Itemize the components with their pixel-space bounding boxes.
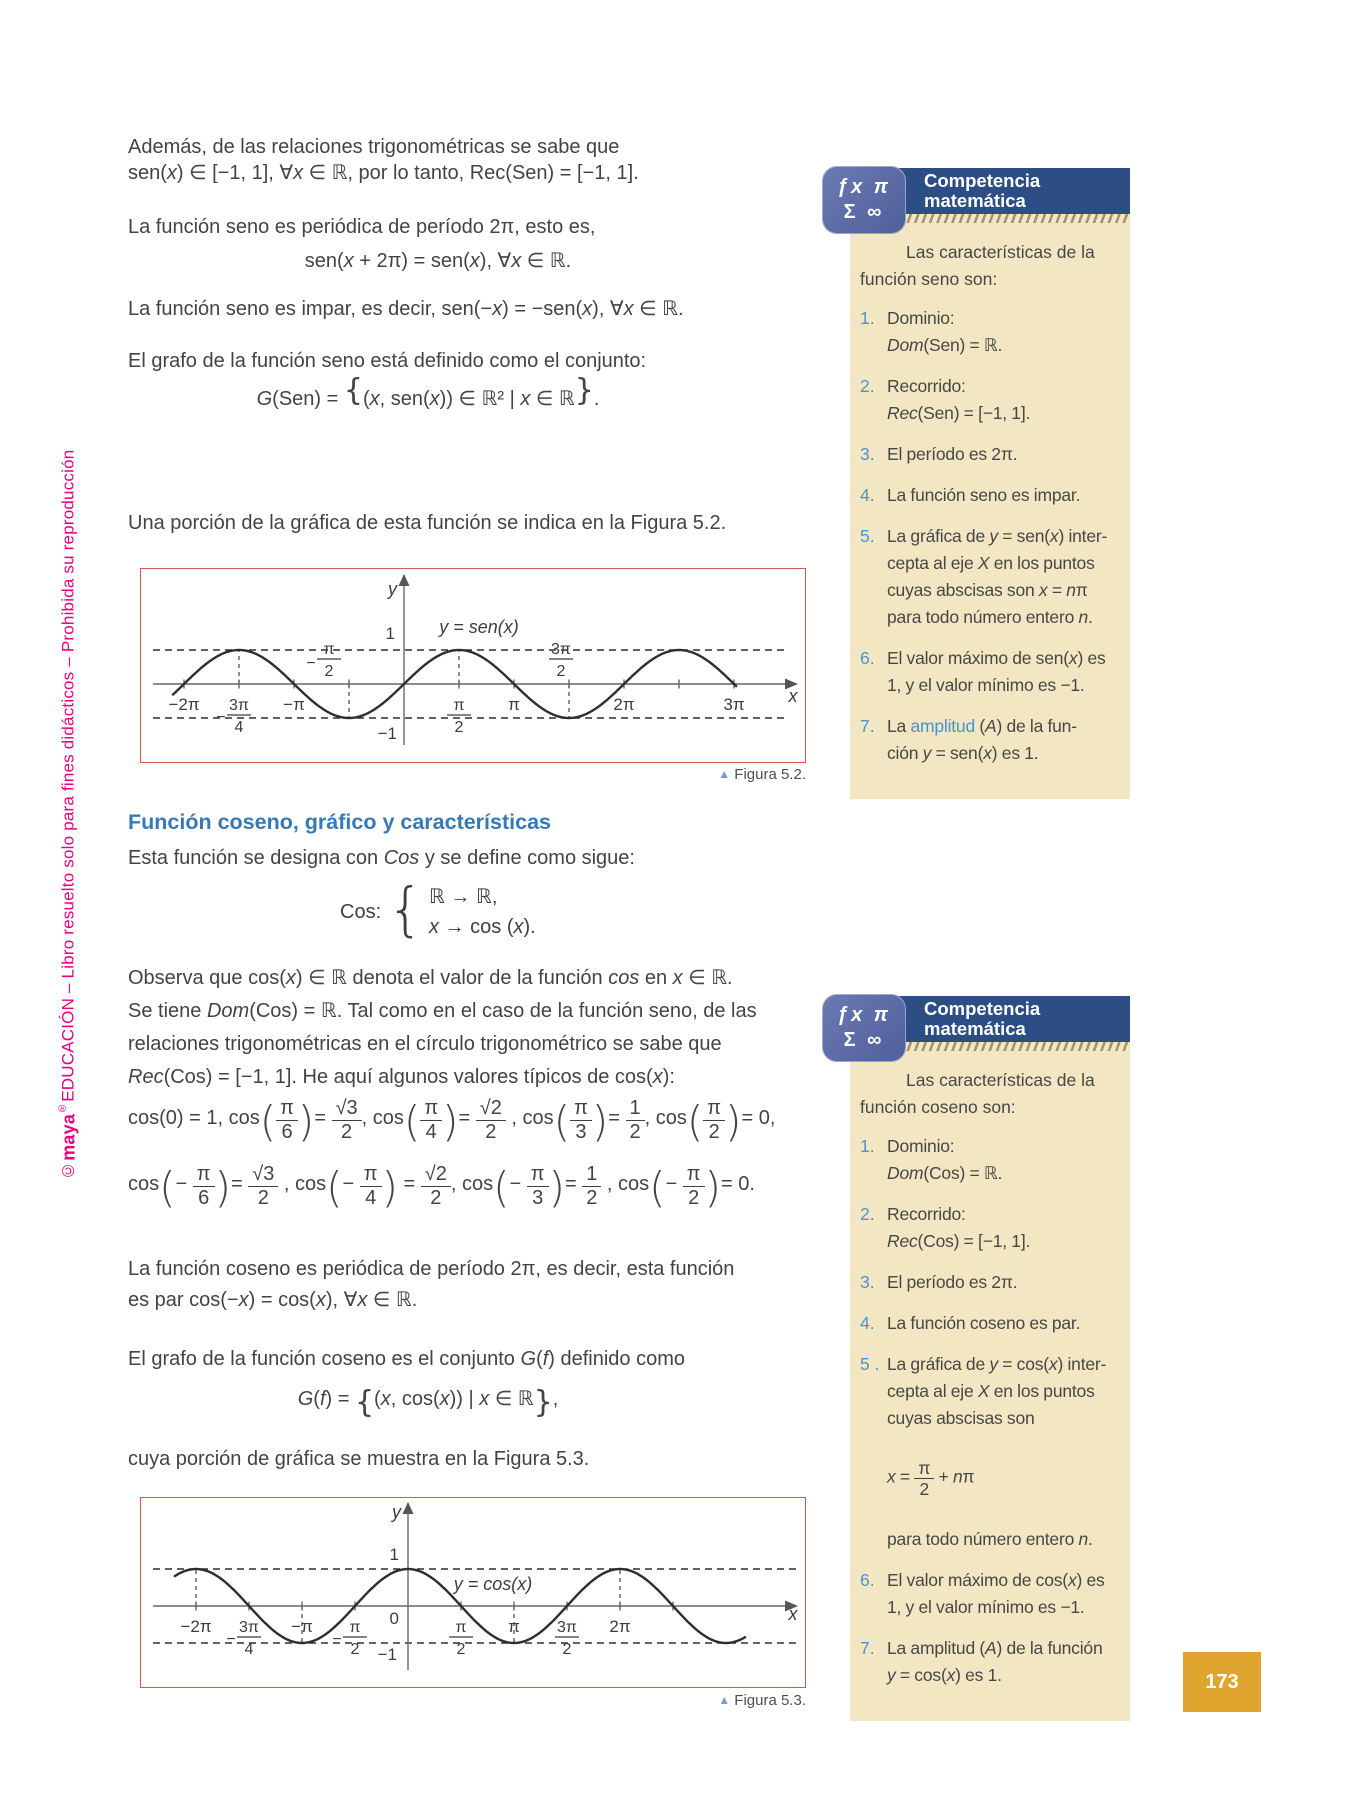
svg-text:−2π: −2π: [168, 695, 200, 714]
item-number: 3.: [860, 1272, 875, 1292]
page-number: 173: [1183, 1652, 1261, 1712]
sidebar-list-item: [860, 373, 1120, 427]
item-text: El período es 2π.: [887, 444, 1018, 464]
sidebar-list-item: [860, 523, 1120, 631]
sidebar-intro: Las características de la función coseno son:: [860, 1070, 1095, 1117]
sidebar-list-item: [860, 1310, 1120, 1337]
svg-text:2: 2: [324, 663, 334, 680]
math-competence-icon: [822, 166, 906, 234]
item-number: 2.: [860, 1204, 875, 1224]
formula-cosine-graph-set: G(f) = {(x, cos(x)) | x ∈ ℝ},: [297, 1385, 559, 1420]
cosine-def-line2: x → cos (x).: [429, 916, 536, 938]
item-text: La gráfica de y = sen(x) inter- cepta al eje X en los puntos cuyas abscisas son x = nπ para todo número entero n.: [887, 526, 1108, 627]
svg-text:2π: 2π: [609, 1617, 631, 1636]
item-text: Dominio: Dom(Cos) = ℝ.: [887, 1136, 1003, 1183]
svg-text:π: π: [508, 1617, 520, 1636]
sidebar-intro: Las características de la función seno son:: [860, 242, 1095, 289]
sidebar-list-item: [860, 1567, 1120, 1621]
figure-5-3-caption: [406, 1692, 806, 1709]
svg-text:x: x: [788, 1604, 798, 1624]
svg-text:y = sen(x): y = sen(x): [439, 617, 519, 637]
svg-text:y = cos(x): y = cos(x): [453, 1574, 533, 1594]
svg-text:−: −: [332, 1631, 342, 1648]
sidebar-header-title-line2: matemática: [924, 190, 1026, 211]
sidebar-list-item: [860, 482, 1120, 509]
item-text: La amplitud (A) de la función y = cos(x) es 1.: [887, 1637, 1103, 1685]
cosine-graph: [141, 1498, 803, 1685]
item-text: La amplitud (A) de la fun- ción y = sen(x) es 1.: [887, 716, 1077, 763]
item-text: La función seno es impar.: [887, 485, 1081, 505]
formula-sine-graph-set: G(Sen) = {(x, sen(x)) ∈ ℝ² | x ∈ ℝ}.: [256, 373, 600, 410]
svg-text:−2π: −2π: [180, 1617, 212, 1636]
badge-glyph-row: ƒx π: [836, 1004, 892, 1026]
svg-text:y: y: [392, 1502, 401, 1522]
brace-glyph: {: [387, 875, 425, 943]
badge-glyph-row: Σ ∞: [843, 1029, 885, 1051]
svg-text:2: 2: [350, 1641, 360, 1658]
item-number: 5 .: [860, 1354, 880, 1374]
paragraph-sine-relations: Además, de las relaciones trigonométricas se sabe que sen(x) ∈ [−1, 1], ∀x ∈ ℝ, por lo tanto, Rec(Sen) = [−1, 1].: [128, 136, 639, 184]
sidebar-list: [860, 1133, 1120, 1689]
sidebar-body-2: [850, 1051, 1130, 1721]
sine-graph: [141, 569, 803, 760]
caption-text: Figura 5.3.: [734, 1692, 806, 1709]
svg-text:−: −: [226, 1631, 236, 1648]
svg-text:π: π: [455, 1619, 467, 1636]
badge-glyph-row: ƒx π: [836, 176, 892, 198]
item-number: 7.: [860, 1637, 875, 1658]
svg-text:3π: 3π: [551, 641, 571, 658]
item-number: 2.: [860, 376, 875, 396]
caption-text: Figura 5.2.: [734, 766, 806, 783]
paragraph-figure53-ref: cuya porción de gráfica se muestra en la Figura 5.3.: [128, 1448, 590, 1470]
svg-text:π: π: [349, 1619, 361, 1636]
paragraph-figure52-ref: Una porción de la gráfica de esta función se indica en la Figura 5.2.: [128, 512, 727, 534]
item-text: El valor máximo de cos(x) es 1, y el valor mínimo es −1.: [887, 1569, 1105, 1617]
formula-cosine-values-row2: cos(− $\frac{\pi}{6}$ )= $\frac{√3}{2}$ , cos(− $\frac{\pi}{4}$ ) = $\frac{√2}{2}$ , cos(− $\frac{\pi}{3}$ )= $\frac{1}{2}$ , cos(− $\frac{\pi}{2}$ )= 0.: [128, 1163, 755, 1212]
item-number: 1.: [860, 308, 875, 328]
sidebar-list-item: [860, 305, 1120, 359]
item-number: 7.: [860, 716, 875, 736]
item-number: 3.: [860, 444, 875, 464]
sidebar-header-title-line2: matemática: [924, 1018, 1026, 1039]
svg-text:−: −: [216, 709, 226, 726]
paragraph-sine-periodic: La función seno es periódica de período 2π, esto es,: [128, 216, 596, 238]
paragraph-cosine-periodic: La función coseno es periódica de período 2π, es decir, esta función es par cos(−x) = cos(x), ∀x ∈ ℝ.: [128, 1258, 735, 1311]
paragraph-sine-graph-def: El grafo de la función seno está definido como el conjunto:: [128, 350, 647, 372]
svg-text:π: π: [508, 695, 520, 714]
figure-5-2: [140, 568, 806, 763]
svg-text:−: −: [306, 655, 316, 672]
sidebar-body-1: [850, 223, 1130, 799]
svg-text:2: 2: [456, 1641, 466, 1658]
caption-triangle-icon: ▲: [718, 767, 731, 781]
svg-text:−π: −π: [291, 1617, 313, 1636]
item-text: La gráfica de y = cos(x) inter- cepta al eje X en los puntos cuyas abscisas son x = $\frac{\pi}{2}$ + nπ para todo número entero n.: [887, 1354, 1107, 1549]
svg-text:1: 1: [385, 624, 395, 643]
svg-text:3π: 3π: [239, 1619, 259, 1636]
sidebar-list-item: [860, 645, 1120, 699]
paragraph-cosine-values: Observa que cos(x) ∈ ℝ denota el valor de la función cos en x ∈ ℝ. Se tiene Dom(Cos) = ℝ. Tal como en el caso de la función seno, de las relaciones trigonométricas en el círculo trigonométrico se sabe que Rec(Cos) = [−1, 1]. He aquí algunos valores típicos de cos(x):: [128, 967, 757, 1088]
sidebar-list: [860, 305, 1120, 767]
svg-text:4: 4: [234, 719, 244, 736]
figure-5-3: [140, 1497, 806, 1688]
item-text: Dominio: Dom(Sen) = ℝ.: [887, 308, 1003, 355]
item-number: 1.: [860, 1136, 875, 1156]
item-number: 6.: [860, 648, 875, 668]
svg-text:4: 4: [244, 1641, 254, 1658]
item-text: La función coseno es par.: [887, 1313, 1081, 1333]
sidebar-list-item: [860, 1133, 1120, 1187]
sidebar-list-item: [860, 713, 1120, 767]
svg-text:3π: 3π: [229, 697, 249, 714]
svg-text:x: x: [788, 686, 798, 706]
formula-label: Cos:: [340, 900, 382, 923]
item-number: 4.: [860, 1313, 875, 1333]
svg-text:2: 2: [454, 719, 464, 736]
caption-triangle-icon: ▲: [718, 1693, 731, 1707]
svg-text:1: 1: [389, 1545, 399, 1564]
item-number: 4.: [860, 485, 875, 505]
item-text: Recorrido: Rec(Cos) = [−1, 1].: [887, 1204, 1031, 1251]
svg-text:−π: −π: [283, 695, 305, 714]
svg-text:π: π: [453, 697, 465, 714]
cosine-def-line1: ℝ → ℝ,: [429, 886, 498, 908]
svg-text:2π: 2π: [613, 695, 635, 714]
math-competence-icon: [822, 994, 906, 1062]
svg-text:π: π: [323, 641, 335, 658]
sidebar-list-item: [860, 1635, 1120, 1689]
svg-text:0: 0: [389, 1609, 399, 1628]
sidebar-list-item: [860, 1351, 1120, 1553]
figure-5-2-caption: [406, 766, 806, 783]
item-text: Recorrido: Rec(Sen) = [−1, 1].: [887, 376, 1031, 423]
formula-cosine-values-row1: cos(0) = 1, cos( $\frac{\pi}{6}$ )= $\frac{√3}{2}$ , cos( $\frac{\pi}{4}$ )= $\frac{√2}{2}$ , cos( $\frac{\pi}{3}$ )= $\frac{1}{2}$ , cos( $\frac{\pi}{2}$ )= 0,: [128, 1097, 776, 1146]
svg-text:2: 2: [562, 1641, 572, 1658]
item-text: El período es 2π.: [887, 1272, 1018, 1292]
item-text: El valor máximo de sen(x) es 1, y el valor mínimo es −1.: [887, 648, 1106, 695]
item-number: 5.: [860, 526, 875, 546]
svg-text:3π: 3π: [723, 695, 745, 714]
paragraph-cosine-graph-def: El grafo de la función coseno es el conjunto G(f) definido como: [128, 1348, 686, 1370]
watermark-vertical-text: ©maya®EDUCACIÓN – Libro resuelto solo para fines didácticos – Prohibida su reproducción: [56, 449, 79, 1180]
formula-cosine-definition: [128, 875, 748, 943]
section-heading-cosine: Función coseno, gráfico y características: [128, 810, 551, 834]
sidebar-list-item: [860, 1201, 1120, 1255]
sidebar-list-item: [860, 1269, 1120, 1296]
badge-glyph-row: Σ ∞: [843, 201, 885, 223]
item-number: 6.: [860, 1569, 875, 1590]
formula-sine-periodic: sen(x + 2π) = sen(x), ∀x ∈ ℝ.: [304, 250, 572, 272]
sidebar-header-title-line1: Competencia: [924, 170, 1041, 191]
sidebar-list-item: [860, 441, 1120, 468]
amplitud-link[interactable]: amplitud: [910, 716, 975, 736]
svg-text:y: y: [388, 579, 397, 599]
paragraph-sine-odd: La función seno es impar, es decir, sen(−x) = −sen(x), ∀x ∈ ℝ.: [128, 298, 684, 320]
paragraph-cosine-intro: Esta función se designa con Cos y se define como sigue:: [128, 847, 635, 869]
svg-text:−1: −1: [377, 1645, 397, 1664]
svg-text:−1: −1: [377, 724, 397, 743]
svg-text:3π: 3π: [557, 1619, 577, 1636]
sidebar-header-title-line1: Competencia: [924, 998, 1041, 1019]
svg-text:2: 2: [556, 663, 566, 680]
